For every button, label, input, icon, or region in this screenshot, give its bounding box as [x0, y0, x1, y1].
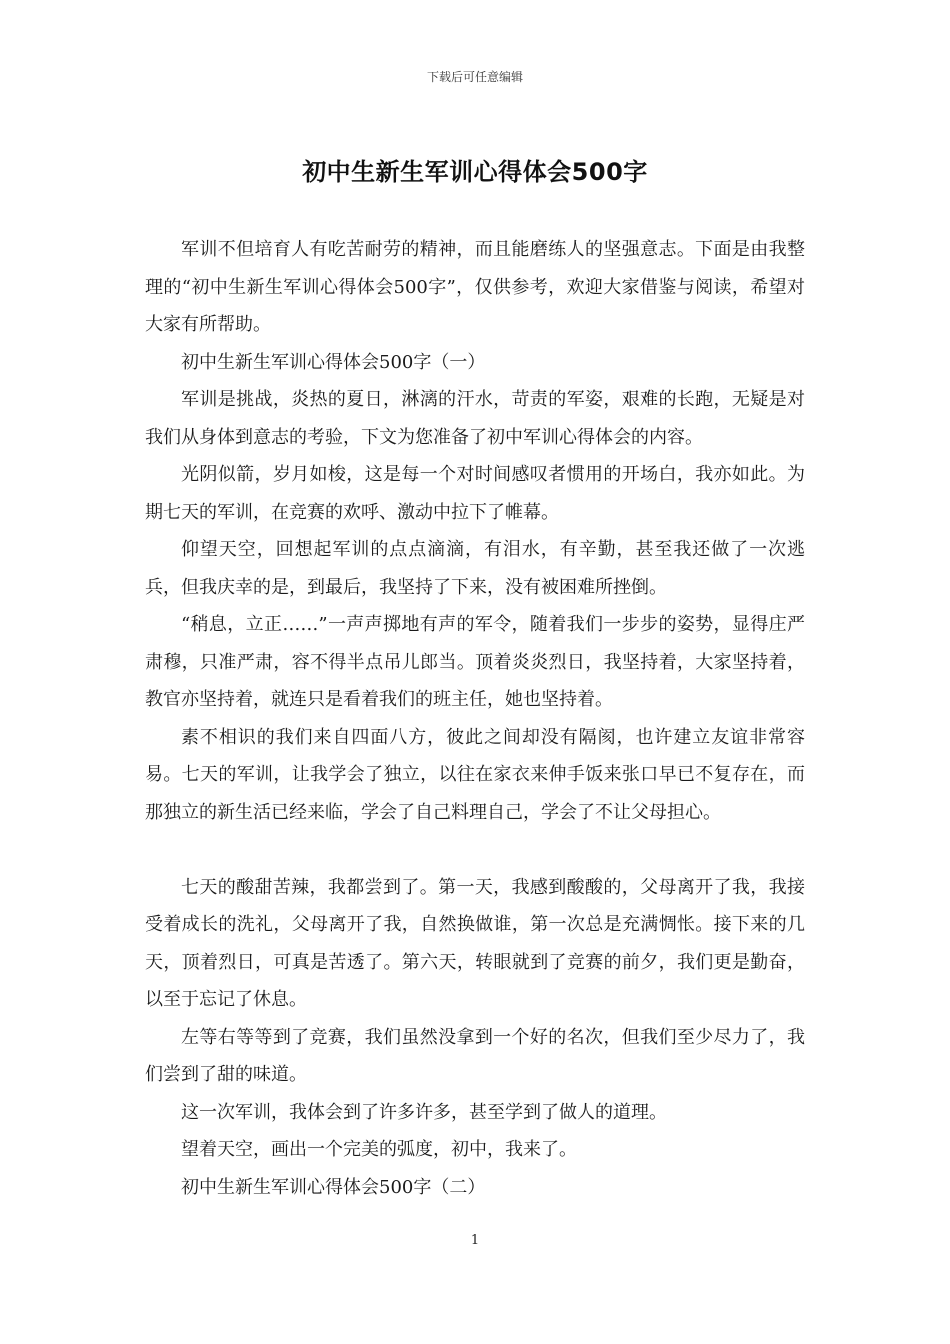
- paragraph: “稍息，立正……”一声声掷地有声的军令，随着我们一步步的姿势，显得庄严肃穆，只准严肃，容不得半点吊儿郎当。顶着炎炎烈日，我坚持着，大家坚持着，教官亦坚持着，就连只是看着我们的班主任，她也坚持着。: [145, 614, 805, 710]
- page-header: 下载后可任意编辑: [426, 70, 523, 84]
- paragraph: 素不相识的我们来自四面八方，彼此之间却没有隔阂，也许建立友谊非常容易。七天的军训，让我学会了独立，以往在家衣来伸手饭来张口早已不复存在，而那独立的新生活已经来临，学会了自己料理自己，学会了不让父母担心。: [145, 726, 805, 823]
- paragraph: 左等右等等到了竞赛，我们虽然没拿到一个好的名次，但我们至少尽力了，我们尝到了甜的味道。: [145, 1026, 805, 1085]
- document-title: 初中生新生军训心得体会500字: [302, 158, 648, 186]
- paragraph: 望着天空，画出一个完美的弧度，初中，我来了。: [181, 1139, 577, 1160]
- document-body: [145, 231, 805, 1206]
- section-heading: 初中生新生军训心得体会500字（二）: [181, 1176, 486, 1198]
- section-heading: 初中生新生军训心得体会500字（一）: [181, 351, 486, 373]
- page-number: 1: [470, 1233, 480, 1248]
- paragraph: 光阴似箭，岁月如梭，这是每一个对时间感叹者惯用的开场白，我亦如此。为期七天的军训，在竞赛的欢呼、激动中拉下了帷幕。: [145, 464, 805, 523]
- paragraph: 这一次军训，我体会到了许多许多，甚至学到了做人的道理。: [181, 1101, 667, 1123]
- paragraph: 军训不但培育人有吃苦耐劳的精神，而且能磨练人的坚强意志。下面是由我整理的“初中生新生军训心得体会500字”，仅供参考，欢迎大家借鉴与阅读，希望对大家有所帮助。: [145, 239, 805, 335]
- paragraph: 七天的酸甜苦辣，我都尝到了。第一天，我感到酸酸的，父母离开了我，我接受着成长的洗礼，父母离开了我，自然换做谁，第一次总是充满惆怅。接下来的几天，顶着烈日，可真是苦透了。第六天，转眼就到了竞赛的前夕，我们更是勤奋，以至于忘记了休息。: [145, 876, 805, 1010]
- paragraph: 仰望天空，回想起军训的点点滴滴，有泪水，有辛勤，甚至我还做了一次逃兵，但我庆幸的是，到最后，我坚持了下来，没有被困难所挫倒。: [145, 539, 805, 598]
- paragraph: 军训是挑战，炎热的夏日，淋漓的汗水，苛责的军姿，艰难的长跑，无疑是对我们从身体到意志的考验，下文为您准备了初中军训心得体会的内容。: [145, 389, 805, 448]
